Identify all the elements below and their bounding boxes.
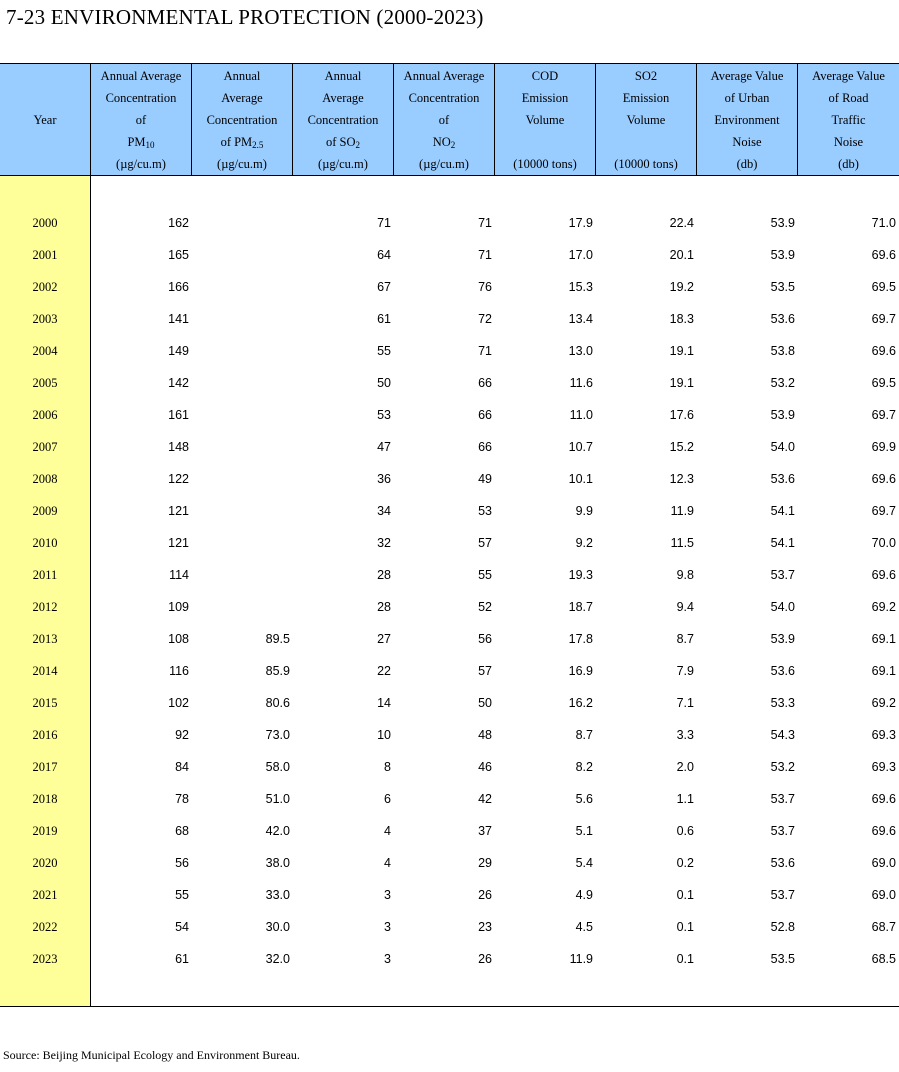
cell-so2-emission: 17.6 — [669, 408, 694, 422]
header-line: (µg/cu.m) — [116, 157, 166, 171]
header-line: Volume — [626, 113, 666, 127]
cell-year: 2000 — [32, 216, 58, 230]
cell-no2: 26 — [478, 952, 492, 966]
cell-cod: 8.7 — [575, 728, 593, 742]
table-row — [0, 469, 899, 489]
header-year-label: Year — [33, 113, 57, 127]
header-road-noise — [798, 64, 899, 175]
cell-so2: 53 — [377, 408, 391, 422]
cell-so2-emission: 11.9 — [670, 504, 694, 518]
cell-road-noise: 68.5 — [871, 952, 896, 966]
cell-cod: 16.9 — [568, 664, 593, 678]
cell-so2-emission: 11.5 — [670, 536, 694, 550]
header-text: of PM — [220, 135, 253, 149]
header-line: Concentration — [408, 91, 480, 105]
header-no2 — [394, 64, 495, 175]
table-row — [0, 597, 899, 617]
header-so2-emission — [596, 64, 697, 175]
cell-year: 2012 — [32, 600, 58, 614]
header-line: of Road — [828, 91, 869, 105]
cell-so2: 4 — [384, 856, 391, 870]
cell-no2: 55 — [478, 568, 492, 582]
header-line: (10000 tons) — [513, 157, 577, 171]
cell-road-noise: 69.7 — [871, 504, 896, 518]
cell-no2: 76 — [478, 280, 492, 294]
cell-road-noise: 69.5 — [871, 280, 896, 294]
cell-pm25: 32.0 — [265, 952, 290, 966]
cell-so2-emission: 19.1 — [669, 376, 694, 390]
header-line: Concentration — [206, 113, 278, 127]
cell-cod: 17.8 — [568, 632, 593, 646]
cell-cod: 16.2 — [568, 696, 593, 710]
cell-road-noise: 68.7 — [871, 920, 896, 934]
cell-so2: 22 — [377, 664, 391, 678]
cell-no2: 56 — [478, 632, 492, 646]
header-line: Noise — [833, 135, 864, 149]
header-so2 — [293, 64, 394, 175]
cell-pm10: 92 — [175, 728, 189, 742]
cell-urban-noise: 54.0 — [770, 600, 795, 614]
cell-urban-noise: 53.9 — [770, 632, 795, 646]
cell-urban-noise: 53.5 — [770, 952, 795, 966]
cell-year: 2022 — [32, 920, 58, 934]
cell-so2: 36 — [377, 472, 391, 486]
cell-road-noise: 69.6 — [871, 248, 896, 262]
header-line — [293, 131, 393, 153]
cell-road-noise: 69.6 — [871, 824, 896, 838]
cell-urban-noise: 53.6 — [770, 664, 795, 678]
cell-pm10: 149 — [168, 344, 189, 358]
cell-cod: 13.0 — [568, 344, 593, 358]
cell-no2: 37 — [478, 824, 492, 838]
cell-so2: 14 — [377, 696, 391, 710]
cell-no2: 72 — [478, 312, 492, 326]
header-line: of — [438, 113, 450, 127]
table-row — [0, 501, 899, 521]
cell-year: 2014 — [32, 664, 58, 678]
cell-so2-emission: 22.4 — [669, 216, 694, 230]
cell-year: 2004 — [32, 344, 58, 358]
cell-so2-emission: 19.1 — [669, 344, 694, 358]
cell-so2-emission: 3.3 — [676, 728, 694, 742]
cell-road-noise: 69.2 — [871, 600, 896, 614]
cell-so2-emission: 15.2 — [669, 440, 694, 454]
header-line — [192, 131, 292, 153]
cell-road-noise: 69.3 — [871, 728, 896, 742]
cell-so2: 6 — [384, 792, 391, 806]
header-line: (db) — [736, 157, 758, 171]
cell-urban-noise: 53.2 — [770, 376, 795, 390]
cell-pm10: 148 — [168, 440, 189, 454]
table-row — [0, 245, 899, 265]
cell-so2-emission: 9.8 — [676, 568, 694, 582]
cell-urban-noise: 53.6 — [770, 312, 795, 326]
cell-cod: 9.9 — [575, 504, 593, 518]
cell-urban-noise: 54.3 — [770, 728, 795, 742]
cell-no2: 66 — [478, 440, 492, 454]
table-row — [0, 437, 899, 457]
header-cod — [495, 64, 596, 175]
subscript: 10 — [145, 140, 155, 150]
cell-pm10: 108 — [168, 632, 189, 646]
table-row — [0, 949, 899, 969]
cell-so2-emission: 8.7 — [676, 632, 694, 646]
cell-no2: 71 — [478, 344, 492, 358]
subscript: 2.5 — [252, 140, 264, 150]
cell-pm10: 121 — [168, 504, 189, 518]
cell-so2-emission: 1.1 — [676, 792, 694, 806]
cell-pm10: 142 — [168, 376, 189, 390]
cell-so2: 67 — [377, 280, 391, 294]
cell-pm25: 30.0 — [265, 920, 290, 934]
cell-pm10: 116 — [169, 664, 189, 678]
cell-urban-noise: 53.9 — [770, 408, 795, 422]
header-line: (10000 tons) — [614, 157, 678, 171]
cell-cod: 17.0 — [568, 248, 593, 262]
cell-year: 2011 — [32, 568, 58, 582]
cell-year: 2002 — [32, 280, 58, 294]
cell-road-noise: 69.2 — [871, 696, 896, 710]
cell-so2-emission: 7.9 — [676, 664, 694, 678]
cell-pm25: 85.9 — [265, 664, 290, 678]
cell-so2: 61 — [377, 312, 391, 326]
cell-pm10: 102 — [168, 696, 189, 710]
cell-cod: 8.2 — [575, 760, 593, 774]
cell-year: 2007 — [32, 440, 58, 454]
header-line: Emission — [622, 91, 670, 105]
cell-urban-noise: 54.0 — [770, 440, 795, 454]
cell-year: 2015 — [32, 696, 58, 710]
cell-no2: 42 — [478, 792, 492, 806]
header-line: (µg/cu.m) — [217, 157, 267, 171]
header-line: Annual Average — [403, 69, 485, 83]
header-text: NO — [432, 135, 451, 149]
cell-no2: 66 — [478, 376, 492, 390]
header-line: Concentration — [307, 113, 379, 127]
table-row — [0, 821, 899, 841]
cell-year: 2017 — [32, 760, 58, 774]
cell-road-noise: 70.0 — [871, 536, 896, 550]
cell-road-noise: 69.7 — [871, 312, 896, 326]
cell-road-noise: 69.0 — [871, 856, 896, 870]
cell-so2: 3 — [384, 888, 391, 902]
cell-road-noise: 69.6 — [871, 344, 896, 358]
header-line — [495, 131, 595, 153]
cell-year: 2010 — [32, 536, 58, 550]
cell-pm10: 84 — [175, 760, 189, 774]
cell-cod: 18.7 — [568, 600, 593, 614]
cell-pm25: 33.0 — [265, 888, 290, 902]
header-line: Annual — [324, 69, 362, 83]
source-note: Source: Beijing Municipal Ecology and Environment Bureau. — [3, 1048, 300, 1062]
cell-pm10: 78 — [175, 792, 189, 806]
header-line: (µg/cu.m) — [419, 157, 469, 171]
cell-pm25: 89.5 — [265, 632, 290, 646]
cell-road-noise: 69.1 — [871, 632, 896, 646]
cell-urban-noise: 52.8 — [770, 920, 795, 934]
cell-no2: 29 — [478, 856, 492, 870]
table-row — [0, 629, 899, 649]
table-row — [0, 693, 899, 713]
cell-pm25: 73.0 — [265, 728, 290, 742]
cell-year: 2018 — [32, 792, 58, 806]
cell-so2: 71 — [377, 216, 391, 230]
table-row — [0, 341, 899, 361]
cell-cod: 4.5 — [575, 920, 593, 934]
cell-so2: 34 — [377, 504, 391, 518]
table-row — [0, 213, 899, 233]
cell-road-noise: 69.5 — [871, 376, 896, 390]
cell-pm25: 80.6 — [265, 696, 290, 710]
header-line: Average Value — [812, 69, 885, 83]
cell-year: 2008 — [32, 472, 58, 486]
cell-road-noise: 69.6 — [871, 472, 896, 486]
cell-year: 2016 — [32, 728, 58, 742]
cell-road-noise: 69.1 — [871, 664, 896, 678]
cell-road-noise: 69.6 — [871, 792, 896, 806]
cell-year: 2013 — [32, 632, 58, 646]
cell-no2: 23 — [478, 920, 492, 934]
table-row — [0, 757, 899, 777]
cell-so2: 32 — [377, 536, 391, 550]
header-line: Volume — [525, 113, 565, 127]
header-line: Environment — [714, 113, 780, 127]
header-line: SO2 — [634, 69, 658, 83]
cell-pm10: 165 — [168, 248, 189, 262]
cell-pm10: 56 — [175, 856, 189, 870]
cell-so2: 8 — [384, 760, 391, 774]
cell-so2: 47 — [377, 440, 391, 454]
cell-urban-noise: 53.5 — [770, 280, 795, 294]
cell-pm10: 109 — [168, 600, 189, 614]
cell-no2: 50 — [478, 696, 492, 710]
cell-year: 2019 — [32, 824, 58, 838]
cell-so2-emission: 12.3 — [669, 472, 694, 486]
cell-year: 2001 — [32, 248, 58, 262]
header-text: of SO — [325, 135, 356, 149]
cell-so2: 4 — [384, 824, 391, 838]
cell-cod: 11.9 — [569, 952, 593, 966]
cell-road-noise: 69.0 — [871, 888, 896, 902]
cell-road-noise: 69.9 — [871, 440, 896, 454]
cell-pm10: 61 — [175, 952, 189, 966]
table-row — [0, 405, 899, 425]
cell-no2: 52 — [478, 600, 492, 614]
cell-urban-noise: 53.2 — [770, 760, 795, 774]
header-line: Annual — [223, 69, 261, 83]
header-pm10 — [91, 64, 192, 175]
cell-so2-emission: 0.1 — [676, 920, 694, 934]
cell-so2: 3 — [384, 920, 391, 934]
cell-so2: 3 — [384, 952, 391, 966]
cell-pm10: 54 — [175, 920, 189, 934]
table-row — [0, 565, 899, 585]
cell-no2: 66 — [478, 408, 492, 422]
cell-cod: 5.6 — [575, 792, 593, 806]
cell-urban-noise: 53.8 — [770, 344, 795, 358]
cell-cod: 11.0 — [569, 408, 593, 422]
header-line — [91, 131, 191, 153]
cell-urban-noise: 53.7 — [770, 824, 795, 838]
cell-pm10: 55 — [175, 888, 189, 902]
header-line — [394, 131, 494, 153]
cell-so2-emission: 0.2 — [676, 856, 694, 870]
cell-so2-emission: 0.1 — [676, 888, 694, 902]
cell-so2-emission: 7.1 — [676, 696, 694, 710]
page-title: 7-23 ENVIRONMENTAL PROTECTION (2000-2023) — [6, 5, 484, 29]
header-line — [596, 131, 696, 153]
table-row — [0, 373, 899, 393]
cell-so2: 28 — [377, 568, 391, 582]
cell-urban-noise: 53.9 — [770, 216, 795, 230]
cell-so2: 64 — [377, 248, 391, 262]
table-header — [0, 64, 899, 176]
table-row — [0, 661, 899, 681]
cell-cod: 9.2 — [575, 536, 593, 550]
cell-urban-noise: 53.7 — [770, 792, 795, 806]
cell-pm10: 161 — [168, 408, 189, 422]
header-line: COD — [531, 69, 559, 83]
cell-so2: 27 — [377, 632, 391, 646]
header-line: Average — [221, 91, 263, 105]
cell-pm25: 42.0 — [265, 824, 290, 838]
cell-urban-noise: 53.7 — [770, 888, 795, 902]
header-text: PM — [127, 135, 146, 149]
cell-urban-noise: 53.6 — [770, 472, 795, 486]
table-row — [0, 277, 899, 297]
header-line: Noise — [732, 135, 762, 149]
cell-no2: 46 — [478, 760, 492, 774]
cell-cod: 10.1 — [568, 472, 593, 486]
cell-cod: 10.7 — [568, 440, 593, 454]
cell-pm10: 162 — [168, 216, 189, 230]
cell-no2: 71 — [478, 216, 492, 230]
cell-road-noise: 71.0 — [871, 216, 896, 230]
header-line: Emission — [521, 91, 569, 105]
cell-so2-emission: 0.1 — [676, 952, 694, 966]
cell-so2: 55 — [377, 344, 391, 358]
table-row — [0, 853, 899, 873]
cell-so2: 28 — [377, 600, 391, 614]
cell-no2: 57 — [478, 664, 492, 678]
cell-urban-noise: 53.9 — [770, 248, 795, 262]
header-line: of Urban — [724, 91, 770, 105]
cell-so2-emission: 20.1 — [669, 248, 694, 262]
cell-no2: 26 — [478, 888, 492, 902]
table-row — [0, 533, 899, 553]
cell-so2-emission: 0.6 — [676, 824, 694, 838]
cell-cod: 11.6 — [569, 376, 593, 390]
table-row — [0, 309, 899, 329]
cell-road-noise: 69.7 — [871, 408, 896, 422]
cell-year: 2006 — [32, 408, 58, 422]
cell-urban-noise: 53.6 — [770, 856, 795, 870]
table-bottom-rule — [0, 1006, 899, 1007]
header-line: of — [135, 113, 147, 127]
header-year — [0, 64, 91, 175]
table-row — [0, 885, 899, 905]
cell-year: 2003 — [32, 312, 58, 326]
cell-pm10: 68 — [175, 824, 189, 838]
cell-road-noise: 69.3 — [871, 760, 896, 774]
cell-urban-noise: 54.1 — [770, 536, 795, 550]
header-line: Average Value — [710, 69, 784, 83]
cell-year: 2005 — [32, 376, 58, 390]
cell-no2: 48 — [478, 728, 492, 742]
cell-no2: 53 — [478, 504, 492, 518]
cell-year: 2023 — [32, 952, 58, 966]
cell-so2-emission: 2.0 — [676, 760, 694, 774]
header-pm25 — [192, 64, 293, 175]
cell-cod: 15.3 — [568, 280, 593, 294]
header-line: Concentration — [105, 91, 177, 105]
header-line: (db) — [838, 157, 859, 171]
cell-year: 2009 — [32, 504, 58, 518]
cell-cod: 19.3 — [568, 568, 593, 582]
table-row — [0, 725, 899, 745]
cell-so2: 50 — [377, 376, 391, 390]
cell-cod: 17.9 — [568, 216, 593, 230]
cell-cod: 5.1 — [575, 824, 593, 838]
cell-pm10: 166 — [168, 280, 189, 294]
cell-cod: 5.4 — [575, 856, 593, 870]
cell-pm25: 51.0 — [265, 792, 290, 806]
header-line: Annual Average — [100, 69, 182, 83]
header-line: (µg/cu.m) — [318, 157, 368, 171]
cell-so2-emission: 19.2 — [669, 280, 694, 294]
year-column-band — [0, 176, 91, 1006]
cell-urban-noise: 54.1 — [770, 504, 795, 518]
cell-pm10: 121 — [168, 536, 189, 550]
header-line: Average — [322, 91, 364, 105]
cell-no2: 49 — [478, 472, 492, 486]
cell-cod: 13.4 — [568, 312, 593, 326]
header-line: Traffic — [831, 113, 866, 127]
cell-so2: 10 — [377, 728, 391, 742]
cell-so2-emission: 9.4 — [676, 600, 694, 614]
cell-pm10: 122 — [168, 472, 189, 486]
cell-no2: 71 — [478, 248, 492, 262]
table-row — [0, 789, 899, 809]
subscript: 2 — [450, 140, 456, 150]
cell-pm25: 58.0 — [265, 760, 290, 774]
cell-road-noise: 69.6 — [871, 568, 896, 582]
cell-urban-noise: 53.3 — [770, 696, 795, 710]
cell-urban-noise: 53.7 — [770, 568, 795, 582]
cell-pm10: 141 — [168, 312, 189, 326]
cell-so2-emission: 18.3 — [669, 312, 694, 326]
cell-pm10: 114 — [169, 568, 189, 582]
cell-pm25: 38.0 — [265, 856, 290, 870]
subscript: 2 — [355, 140, 361, 150]
cell-year: 2020 — [32, 856, 58, 870]
cell-no2: 57 — [478, 536, 492, 550]
header-urban-noise — [697, 64, 798, 175]
cell-cod: 4.9 — [575, 888, 593, 902]
table-row — [0, 917, 899, 937]
cell-year: 2021 — [32, 888, 58, 902]
